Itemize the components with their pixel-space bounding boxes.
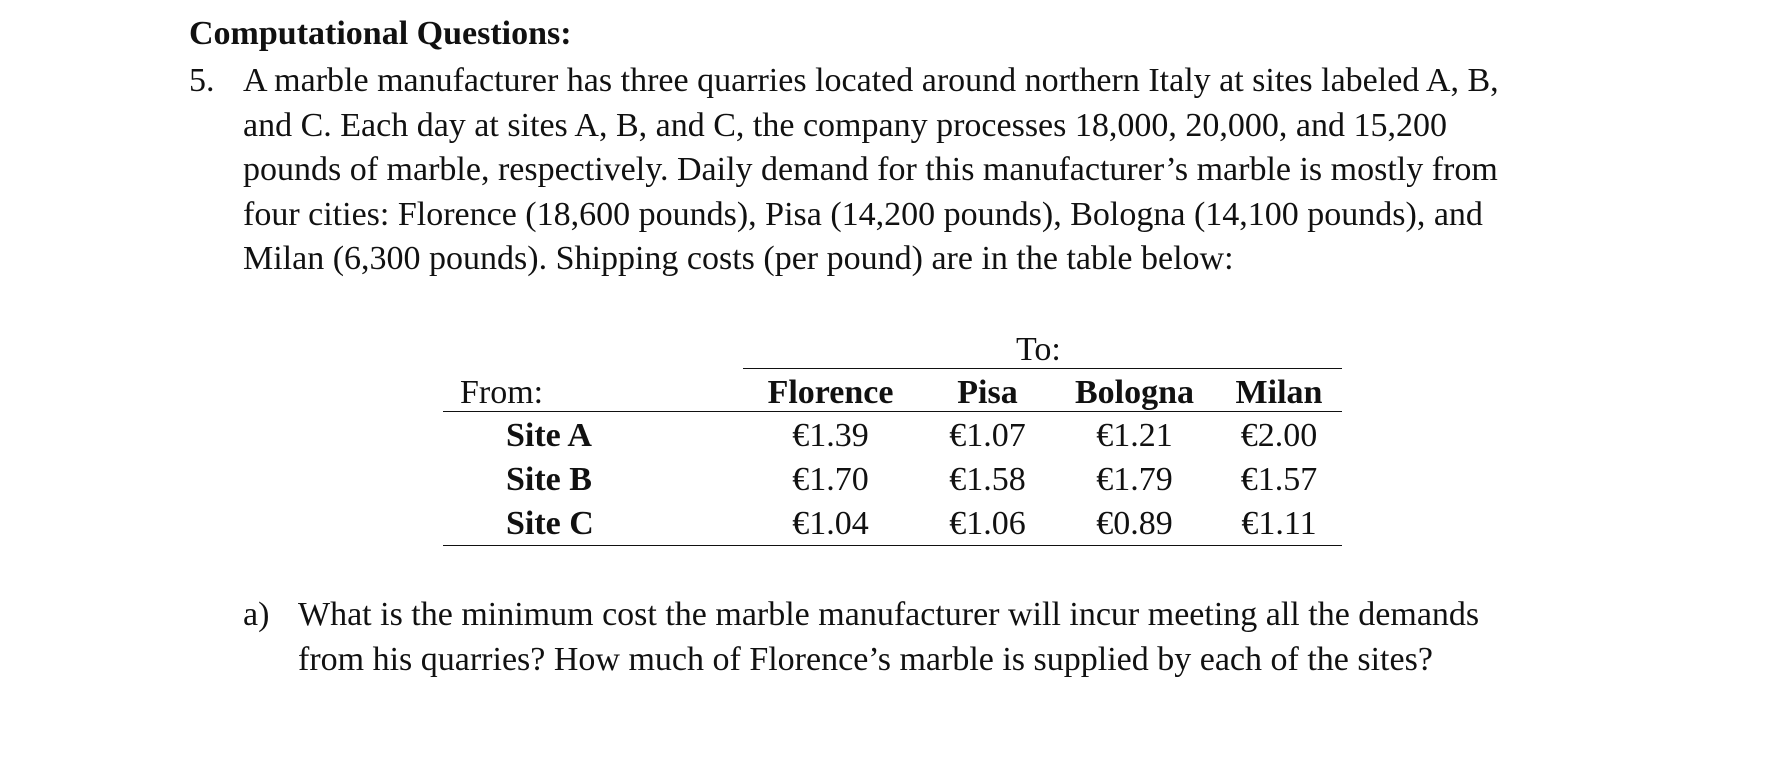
subquestion-text — [298, 593, 1598, 682]
column-header-pisa: Pisa — [957, 374, 1018, 411]
from-label: From: — [460, 374, 544, 411]
cell-site-b-florence: €1.70 — [792, 461, 869, 498]
header-rule — [443, 411, 1342, 412]
cell-site-b-bologna: €1.79 — [1096, 461, 1173, 498]
cell-site-a-florence: €1.39 — [792, 417, 869, 454]
question-number: 5. — [189, 62, 215, 99]
cell-site-c-florence: €1.04 — [792, 505, 869, 542]
cell-site-b-pisa: €1.58 — [949, 461, 1026, 498]
cell-site-c-milan: €1.11 — [1241, 505, 1317, 542]
cell-site-a-bologna: €1.21 — [1096, 417, 1173, 454]
bottom-rule — [443, 545, 1342, 546]
question-text — [243, 59, 1603, 282]
cell-site-c-bologna: €0.89 — [1096, 505, 1173, 542]
row-label-site-c: Site C — [506, 505, 594, 542]
to-label: To: — [1016, 331, 1061, 368]
row-label-site-a: Site A — [506, 417, 592, 454]
question-line: Milan (6,300 pounds). Shipping costs (per pound) are in the table below: — [243, 240, 1234, 278]
subquestion-line: from his quarries? How much of Florence’s marble is supplied by each of the sites? — [298, 640, 1433, 678]
question-line: and C. Each day at sites A, B, and C, the company processes 18,000, 20,000, and 15,200 — [243, 106, 1447, 144]
cell-site-b-milan: €1.57 — [1240, 461, 1318, 498]
question-line: four cities: Florence (18,600 pounds), Pisa (14,200 pounds), Bologna (14,100 pounds), and — [243, 195, 1483, 233]
question-line: A marble manufacturer has three quarries located around northern Italy at sites labeled A, B, — [243, 62, 1499, 99]
column-header-bologna: Bologna — [1074, 374, 1195, 411]
cell-site-a-milan: €2.00 — [1240, 417, 1318, 454]
question-line: pounds of marble, respectively. Daily demand for this manufacturer’s marble is mostly from — [243, 151, 1498, 189]
cell-site-c-pisa: €1.06 — [949, 505, 1026, 542]
column-header-milan: Milan — [1235, 374, 1323, 411]
section-heading: Computational Questions: — [189, 15, 572, 52]
subquestion-line: What is the minimum cost the marble manufacturer will incur meeting all the demands — [298, 596, 1480, 633]
column-header-florence: Florence — [767, 374, 894, 411]
cell-site-a-pisa: €1.07 — [949, 417, 1026, 454]
subquestion-letter: a) — [243, 596, 270, 633]
row-label-site-b: Site B — [506, 461, 592, 498]
to-rule — [743, 368, 1342, 369]
